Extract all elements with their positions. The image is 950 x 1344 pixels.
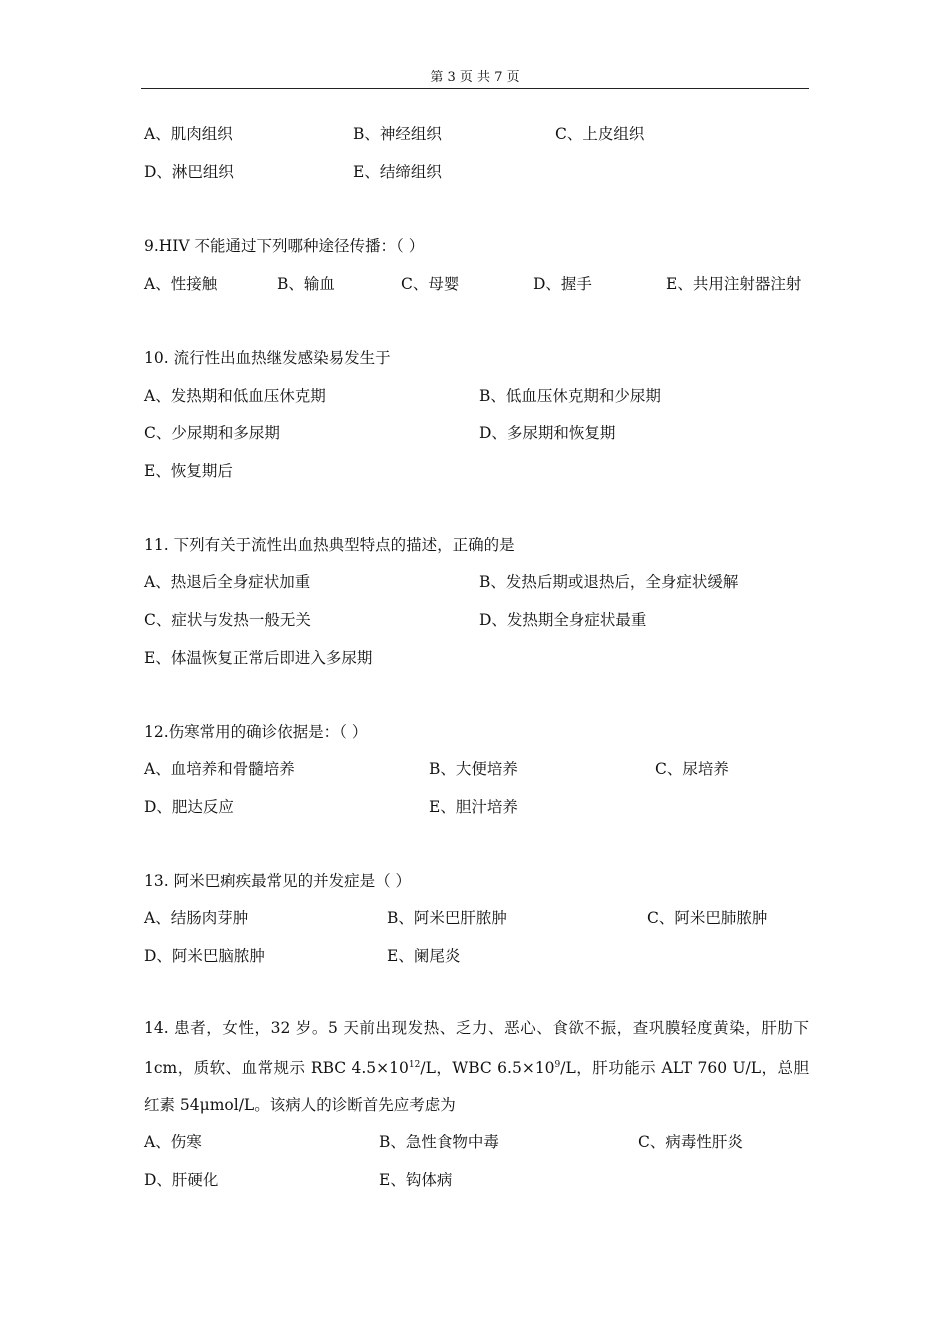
q14-option-b: B、急性食物中毒 (379, 1133, 499, 1151)
page-number-label: 第 3 页 共 7 页 (430, 70, 520, 85)
q11-stem: 11. 下列有关于流性出血热典型特点的描述，正确的是 (144, 536, 515, 554)
q12-stem: 12.伤寒常用的确诊依据是：（ ） (144, 723, 368, 741)
q14-wbc-exponent: 9 (554, 1060, 561, 1070)
q11-option-a: A、热退后全身症状加重 (144, 573, 311, 591)
q12-option-d: D、肥达反应 (144, 798, 234, 816)
q14-stem (144, 1010, 809, 1124)
q13-option-d: D、阿米巴脑脓肿 (144, 947, 265, 965)
q9-option-d: D、握手 (533, 275, 592, 293)
q9-option-c: C、母婴 (401, 275, 460, 293)
q13-stem: 13. 阿米巴痢疾最常见的并发症是（ ） (144, 872, 412, 890)
q14-option-a: A、伤寒 (144, 1133, 202, 1151)
q8-option-e: E、结缔组织 (353, 163, 442, 181)
q11-option-e: E、体温恢复正常后即进入多尿期 (144, 649, 373, 667)
q8-option-c: C、上皮组织 (555, 125, 645, 143)
q10-option-d: D、多尿期和恢复期 (479, 424, 616, 442)
page-header (141, 70, 809, 89)
q9-option-b: B、输血 (277, 275, 335, 293)
q11-option-b: B、发热后期或退热后，全身症状缓解 (479, 573, 739, 591)
q9-option-e: E、共用注射器注射 (666, 275, 802, 293)
q10-option-b: B、低血压休克期和少尿期 (479, 387, 661, 405)
q12-option-c: C、尿培养 (655, 760, 729, 778)
q8-option-b: B、神经组织 (353, 125, 442, 143)
q10-option-a: A、发热期和低血压休克期 (144, 387, 326, 405)
q13-option-b: B、阿米巴肝脓肿 (387, 909, 507, 927)
q14-rbc-exponent: 12 (408, 1060, 421, 1070)
q12-option-a: A、血培养和骨髓培养 (144, 760, 295, 778)
q9-option-a: A、性接触 (144, 275, 218, 293)
q13-option-c: C、阿米巴肺脓肿 (647, 909, 768, 927)
q13-option-a: A、结肠肉芽肿 (144, 909, 249, 927)
q8-option-a: A、肌肉组织 (144, 125, 233, 143)
q14-option-e: E、钩体病 (379, 1171, 453, 1189)
q12-option-e: E、胆汁培养 (429, 798, 518, 816)
q14-option-c: C、病毒性肝炎 (638, 1133, 743, 1151)
q14-stem-part-2: /L，WBC 6.5×10 (420, 1059, 555, 1077)
q13-option-e: E、阑尾炎 (387, 947, 461, 965)
q9-stem: 9.HIV 不能通过下列哪种途径传播：（ ） (144, 237, 425, 255)
q10-option-c: C、少尿期和多尿期 (144, 424, 280, 442)
q14-option-d: D、肝硬化 (144, 1171, 219, 1189)
q14-stem-part-3: /L，肝功能示 ALT 760 U/L，总胆红素 54μmol/L。该病人的诊断首先应考虑为 (144, 1059, 809, 1114)
q14-stem-part-1: 14. 患者，女性，32 岁。5 天前出现发热、乏力、恶心、食欲不振，查巩膜轻度黄染，肝肋下 1cm，质软、血常规示 RBC 4.5×10 (144, 1019, 809, 1077)
q10-stem: 10. 流行性出血热继发感染易发生于 (144, 349, 391, 367)
q12-option-b: B、大便培养 (429, 760, 518, 778)
q8-option-d: D、淋巴组织 (144, 163, 234, 181)
q11-option-c: C、症状与发热一般无关 (144, 611, 311, 629)
q11-option-d: D、发热期全身症状最重 (479, 611, 647, 629)
q10-option-e: E、恢复期后 (144, 462, 233, 480)
